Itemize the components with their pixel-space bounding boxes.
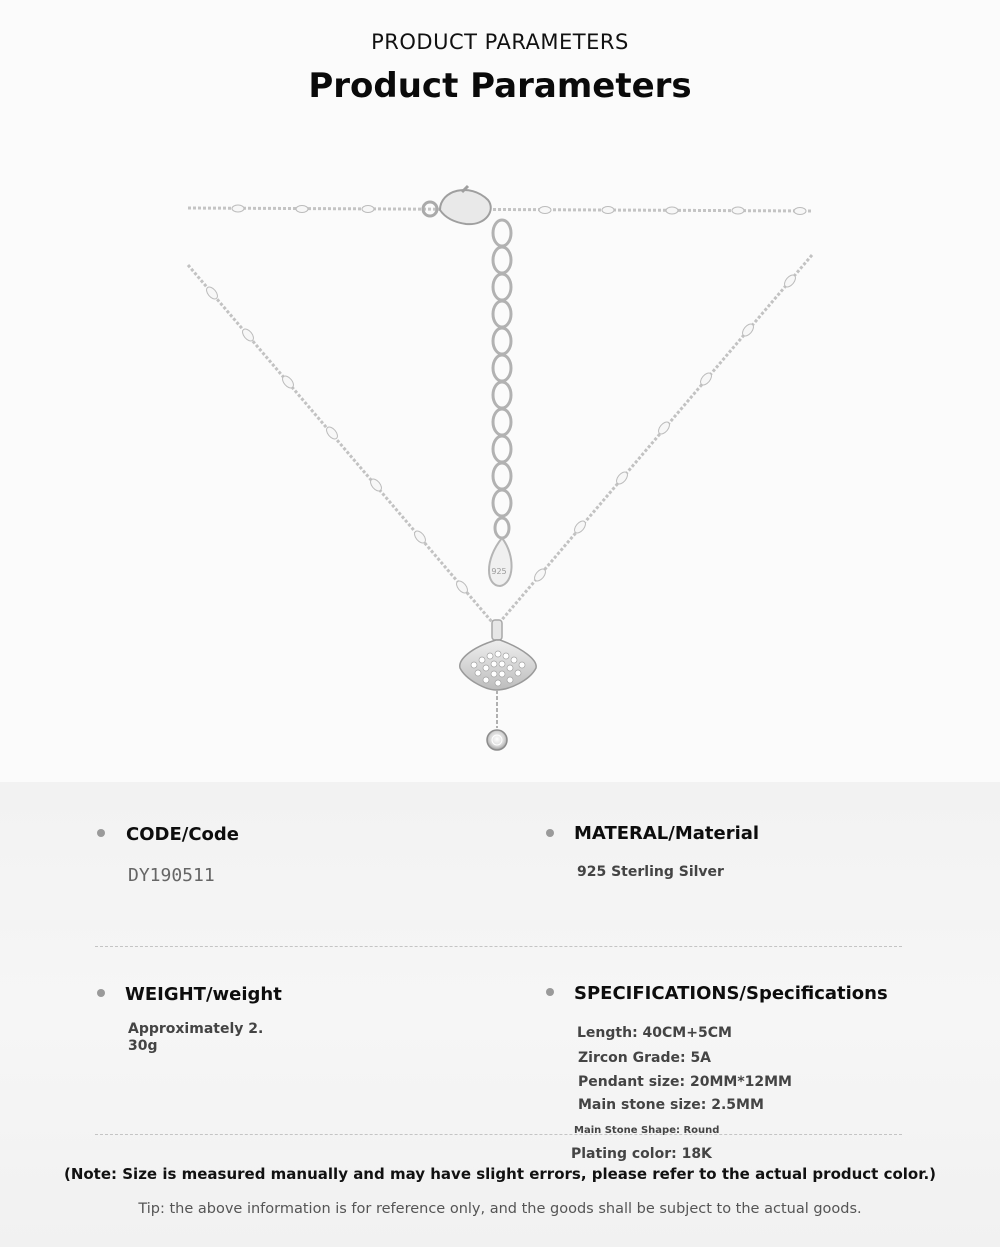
size-note: (Note: Size is measured manually and may have slight errors, please refer to the actual product color.) bbox=[63, 1165, 937, 1183]
spec-zircon-grade: Zircon Grade: 5A bbox=[578, 1050, 712, 1066]
necklace-image bbox=[180, 170, 820, 770]
section-heading: Product Parameters bbox=[308, 66, 692, 106]
spec-pendant-size: Pendant size: 20MM*12MM bbox=[578, 1074, 792, 1090]
spec-main-stone-size: Main stone size: 2.5MM bbox=[578, 1097, 764, 1113]
section-divider bbox=[95, 946, 902, 947]
lobster-clasp bbox=[423, 186, 491, 224]
section-divider bbox=[95, 1134, 902, 1135]
specifications-label: SPECIFICATIONS/Specifications bbox=[574, 983, 888, 1004]
spec-length: Length: 40CM+5CM bbox=[577, 1025, 732, 1041]
bullet-icon bbox=[97, 989, 105, 997]
code-value: DY190511 bbox=[128, 865, 215, 886]
weight-value-line1: Approximately 2. bbox=[128, 1021, 264, 1037]
ginkgo-pendant bbox=[460, 620, 536, 750]
weight-label: WEIGHT/weight bbox=[125, 984, 282, 1005]
spec-main-stone-shape: Main Stone Shape: Round bbox=[574, 1125, 720, 1136]
bullet-icon bbox=[546, 988, 554, 996]
material-label: MATERAL/Material bbox=[574, 823, 760, 844]
reference-tip: Tip: the above information is for reference only, and the goods shall be subject to the actual goods. bbox=[138, 1201, 862, 1217]
code-label: CODE/Code bbox=[126, 824, 239, 845]
top-chain bbox=[188, 205, 812, 215]
section-heading-upper: PRODUCT PARAMETERS bbox=[371, 30, 629, 54]
bullet-icon bbox=[546, 829, 554, 837]
teardrop-tag bbox=[489, 538, 512, 586]
extender-chain bbox=[493, 220, 511, 538]
weight-value-line2: 30g bbox=[128, 1038, 158, 1054]
bullet-icon bbox=[97, 829, 105, 837]
material-value: 925 Sterling Silver bbox=[577, 864, 724, 880]
tag-text: 925 bbox=[491, 567, 507, 576]
spec-plating-color: Plating color: 18K bbox=[571, 1146, 712, 1162]
